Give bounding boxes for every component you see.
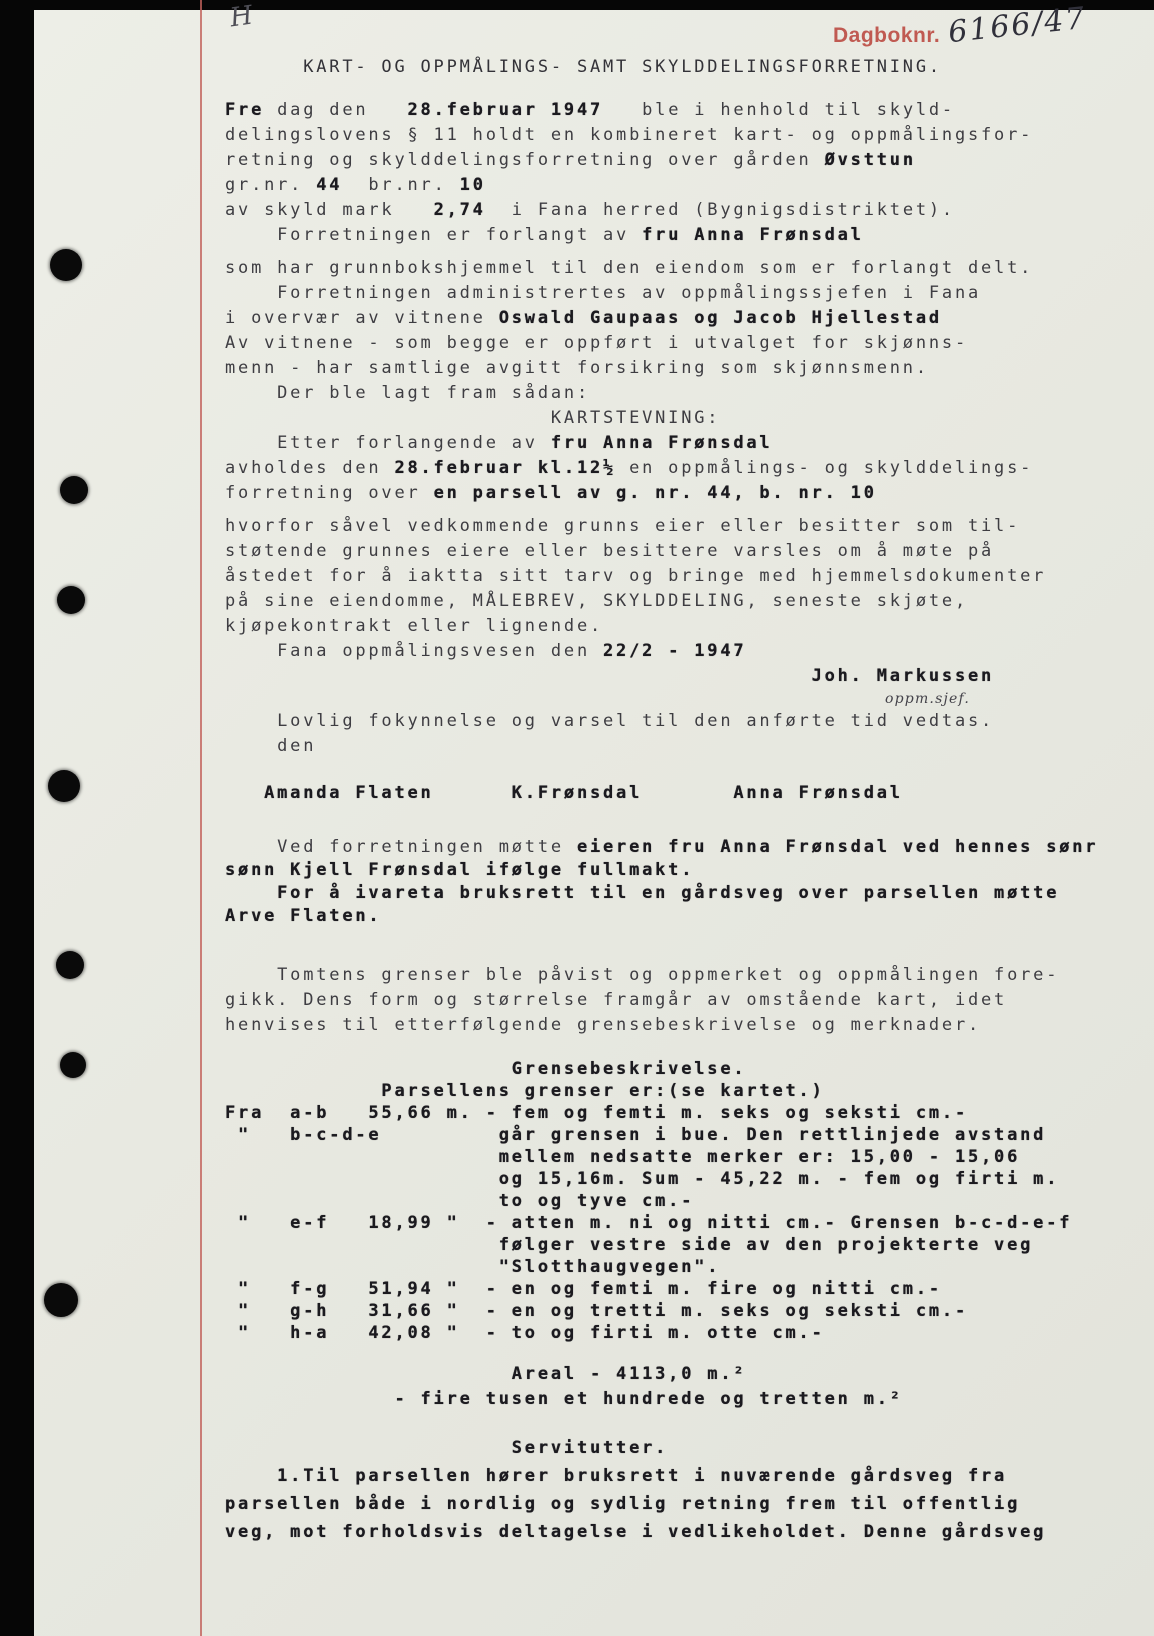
area-line xyxy=(225,1362,1135,1387)
text-segment xyxy=(225,783,264,803)
text-segment: fru Anna Frønsdal xyxy=(642,225,864,245)
document-line xyxy=(225,456,1135,481)
boundary-row xyxy=(225,1278,1135,1300)
signature-line xyxy=(225,781,1135,806)
text-segment: " f-g 51,94 " - en og femti m. fire og nitti cm.- xyxy=(225,1279,942,1299)
document-line xyxy=(225,281,1135,306)
boundary-row xyxy=(225,1102,1135,1124)
text-segment: Areal - 4113,0 m.² xyxy=(225,1364,747,1384)
text-segment: gr.nr. xyxy=(225,175,317,195)
boundary-row xyxy=(225,1146,1135,1168)
document-line xyxy=(225,836,1135,859)
text-segment: Øvsttun xyxy=(824,150,916,170)
text-segment: Fana oppmålingsvesen den xyxy=(225,641,604,661)
text-segment: 2,74 xyxy=(433,200,486,220)
document-line xyxy=(225,1490,1135,1518)
document-line xyxy=(225,639,1135,664)
document-line xyxy=(225,963,1135,988)
text-segment: 22/2 - 1947 xyxy=(603,641,747,661)
text-segment: For å ivareta bruksrett til en gårdsveg over parsellen møtte xyxy=(277,883,1060,903)
text-segment: åstedet for å iaktta sitt tarv og bringe med hjemmelsdokumenter xyxy=(225,566,1047,586)
dagboknr-value: 6166/47 xyxy=(946,0,1089,51)
boundary-row xyxy=(225,1234,1135,1256)
boundary-row xyxy=(225,1212,1135,1234)
text-segment: støtende grunnes eiere eller besittere varsles om å møte på xyxy=(225,541,995,561)
document-line xyxy=(225,1013,1135,1038)
text-segment: som har grunnbokshjemmel til den eiendom som er forlangt delt. xyxy=(225,258,1034,278)
document-line xyxy=(225,223,1135,248)
text-segment: en parsell av g. nr. 44, b. nr. 10 xyxy=(433,483,877,503)
text-segment: Anna Frønsdal xyxy=(733,783,903,803)
blank-gap xyxy=(225,1344,1135,1362)
text-segment: Tomtens grenser ble påvist og oppmerket og oppmålingen fore- xyxy=(225,965,1060,985)
document-line xyxy=(225,882,1135,905)
section-heading-kartstevning xyxy=(225,406,1135,431)
text-segment: Grensebeskrivelse. xyxy=(225,1059,747,1079)
text-segment: menn - har samtlige avgitt forsikring som skjønnsmenn. xyxy=(225,358,929,378)
blank-gap xyxy=(225,928,1135,963)
document-line xyxy=(225,734,1135,759)
punch-hole xyxy=(56,951,84,979)
text-segment: i overvær av vitnene xyxy=(225,308,499,328)
boundary-row xyxy=(225,1190,1135,1212)
blank-gap xyxy=(225,80,1135,98)
text-segment: Joh. Markussen xyxy=(811,666,995,686)
text-segment: 28.februar kl.12½ xyxy=(394,458,617,478)
document-line xyxy=(225,589,1135,614)
text-segment: forretning over xyxy=(225,483,434,503)
document-line xyxy=(225,381,1135,406)
text-segment: Fra a-b 55,66 m. - fem og femti m. seks og seksti cm.- xyxy=(225,1103,968,1123)
document-line xyxy=(225,905,1135,928)
text-segment xyxy=(225,666,812,686)
text-segment: Servitutter. xyxy=(225,1438,669,1458)
text-segment: Forretningen er forlangt av xyxy=(225,225,643,245)
document-line xyxy=(225,256,1135,281)
text-segment: to og tyve cm.- xyxy=(225,1191,695,1211)
text-segment: KART- OG OPPMÅLINGS- SAMT SKYLDDELINGSFORRETNING. xyxy=(225,57,942,77)
document-line xyxy=(225,709,1135,734)
text-segment: Etter forlangende av xyxy=(225,433,551,453)
document-body xyxy=(225,55,1135,1546)
area-words-line xyxy=(225,1387,1135,1412)
text-segment: gikk. Dens form og størrelse framgår av omstående kart, idet xyxy=(225,990,1008,1010)
section-heading-grensebeskrivelse xyxy=(225,1058,1135,1080)
document-line xyxy=(225,614,1135,639)
blank-gap xyxy=(225,759,1135,781)
document-line xyxy=(225,539,1135,564)
text-segment: av skyld mark xyxy=(225,200,434,220)
text-segment: 1.Til parsellen hører bruksrett i nuværende gårdsveg fra xyxy=(225,1466,1008,1486)
blank-gap xyxy=(225,806,1135,836)
text-segment: "Slotthaugvegen". xyxy=(225,1257,721,1277)
text-segment: følger vestre side av den projekterte veg xyxy=(225,1235,1034,1255)
text-segment: veg, mot forholdsvis deltagelse i vedlikeholdet. Denne gårdsveg xyxy=(225,1522,1047,1542)
document-line xyxy=(225,198,1135,223)
document-title xyxy=(225,55,1135,80)
signature-oppmalingssjef xyxy=(225,664,1135,689)
document-line xyxy=(225,1518,1135,1546)
text-segment: avholdes den xyxy=(225,458,395,478)
text-segment: " h-a 42,08 " - to og firti m. otte cm.- xyxy=(225,1323,825,1343)
blank-gap xyxy=(225,506,1135,514)
text-segment: retning og skylddelingsforretning over gården xyxy=(225,150,825,170)
document-line xyxy=(225,173,1135,198)
text-segment: mellem nedsatte merker er: 15,00 - 15,06 xyxy=(225,1147,1021,1167)
red-margin-line xyxy=(200,0,202,1636)
document-line xyxy=(225,1462,1135,1490)
document-line xyxy=(225,148,1135,173)
text-segment: fru Anna Frønsdal xyxy=(550,433,773,453)
punch-hole xyxy=(57,586,85,614)
text-segment: en oppmålings- og skylddelings- xyxy=(616,458,1034,478)
document-line xyxy=(225,1080,1135,1102)
text-segment: " e-f 18,99 " - atten m. ni og nitti cm.- Grensen b-c-d-e-f xyxy=(225,1213,1073,1233)
text-segment xyxy=(434,783,512,803)
text-segment: Fre xyxy=(225,100,265,120)
document-line xyxy=(225,859,1135,882)
text-segment: KARTSTEVNING: xyxy=(225,408,721,428)
punch-hole xyxy=(44,1283,78,1317)
text-segment: sønn Kjell Frønsdal ifølge fullmakt. xyxy=(225,860,695,880)
document-line xyxy=(225,988,1135,1013)
text-segment: Parsellens grenser er:(se kartet.) xyxy=(225,1081,825,1101)
boundary-row xyxy=(225,1124,1135,1146)
handwritten-mark: H xyxy=(228,0,255,34)
text-segment: Amanda Flaten xyxy=(264,783,434,803)
punch-hole xyxy=(48,770,80,802)
text-segment: eieren fru Anna Frønsdal ved hennes sønr xyxy=(576,837,1099,857)
document-line xyxy=(225,481,1135,506)
boundary-row xyxy=(225,1322,1135,1344)
text-segment: hvorfor såvel vedkommende grunns eier eller besitter som til- xyxy=(225,516,1021,536)
text-segment xyxy=(642,783,733,803)
document-line xyxy=(225,98,1135,123)
text-segment: parsellen både i nordlig og sydlig retning frem til offentlig xyxy=(225,1494,1021,1514)
text-segment: oppm.sjef. xyxy=(885,691,971,707)
document-line xyxy=(225,331,1135,356)
text-segment: kjøpekontrakt eller lignende. xyxy=(225,616,604,636)
document-line xyxy=(225,356,1135,381)
text-segment: - fire tusen et hundrede og tretten m.² xyxy=(225,1389,903,1409)
boundary-row xyxy=(225,1300,1135,1322)
text-segment: Arve Flaten. xyxy=(225,906,382,926)
section-heading-servitutter xyxy=(225,1434,1135,1462)
boundary-row xyxy=(225,1168,1135,1190)
punch-hole xyxy=(50,249,82,281)
text-segment: og 15,16m. Sum - 45,22 m. - fem og firti m. xyxy=(225,1169,1060,1189)
text-segment: br.nr. xyxy=(342,175,460,195)
blank-gap xyxy=(225,1412,1135,1434)
text-segment xyxy=(225,883,277,903)
text-segment: i Fana herred (Bygnigsdistriktet). xyxy=(485,200,955,220)
text-segment: den xyxy=(225,736,317,756)
text-segment: 10 xyxy=(459,175,486,195)
text-segment: henvises til etterfølgende grensebeskrivelse og merknader. xyxy=(225,1015,982,1035)
text-segment: " g-h 31,66 " - en og tretti m. seks og seksti cm.- xyxy=(225,1301,968,1321)
text-segment: Der ble lagt fram sådan: xyxy=(225,383,590,403)
text-segment: " b-c-d-e går grensen i bue. Den rettlinjede avstand xyxy=(225,1125,1047,1145)
text-segment: ble i henhold til skyld- xyxy=(603,100,955,120)
blank-gap xyxy=(225,1038,1135,1058)
text-segment: Ved forretningen møtte xyxy=(225,837,577,857)
text-segment: Av vitnene - som begge er oppført i utvalget for skjønns- xyxy=(225,333,968,353)
punch-hole xyxy=(60,476,88,504)
text-segment: 44 xyxy=(316,175,343,195)
document-line xyxy=(225,564,1135,589)
document-line xyxy=(225,431,1135,456)
document-line xyxy=(225,306,1135,331)
text-segment: K.Frønsdal xyxy=(511,783,643,803)
document-line xyxy=(225,514,1135,539)
blank-gap xyxy=(225,248,1135,256)
text-segment: delingslovens § 11 holdt en kombineret kart- og oppmålingsfor- xyxy=(225,125,1034,145)
document-line xyxy=(225,123,1135,148)
text-segment: Oswald Gaupaas og Jacob Hjellestad xyxy=(498,308,942,328)
boundary-row xyxy=(225,1256,1135,1278)
signature-title xyxy=(225,689,1135,709)
punch-hole xyxy=(60,1052,86,1078)
text-segment: 28.februar 1947 xyxy=(407,100,604,120)
text-segment: på sine eiendomme, MÅLEBREV, SKYLDDELING, seneste skjøte, xyxy=(225,591,968,611)
text-segment: dag den xyxy=(264,100,408,120)
text-segment: Lovlig fokynnelse og varsel til den anførte tid vedtas. xyxy=(225,711,995,731)
dagboknr-label: Dagboknr. xyxy=(833,24,941,47)
text-segment: Forretningen administrertes av oppmålingssjefen i Fana xyxy=(225,283,982,303)
